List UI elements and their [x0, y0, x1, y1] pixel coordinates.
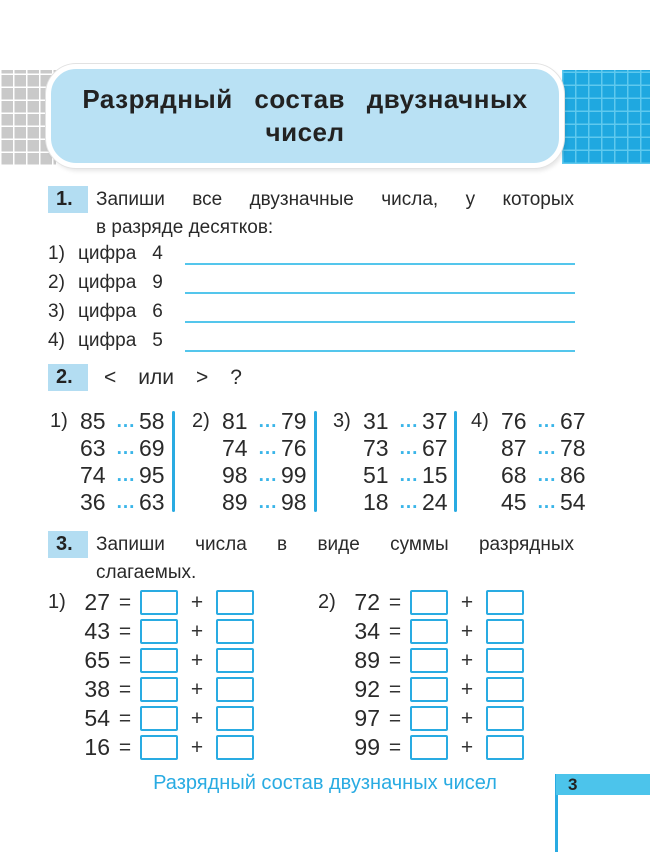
- equation-number: 34: [354, 618, 380, 644]
- answer-box[interactable]: [216, 590, 254, 615]
- comparison-pair: [333, 435, 448, 462]
- task1-instruction-line1: Запиши все двузначные числа, у которых: [96, 189, 574, 210]
- equation-number: 16: [84, 734, 110, 760]
- left-number: 51: [363, 462, 389, 488]
- task1-items: [48, 239, 575, 355]
- left-number: 68: [501, 462, 527, 488]
- task3-instruction-line1: Запиши числа в виде суммы разрядных: [96, 534, 574, 555]
- left-number: 89: [222, 489, 248, 515]
- plus-sign: +: [460, 706, 474, 730]
- ellipsis-blank[interactable]: ...: [399, 492, 419, 513]
- footer-title: Разрядный состав двузначных чисел: [153, 772, 497, 794]
- plus-sign: +: [460, 590, 474, 614]
- equation-row: [318, 733, 524, 762]
- answer-box[interactable]: [216, 619, 254, 644]
- right-number: 37: [422, 408, 448, 434]
- answer-box[interactable]: [216, 677, 254, 702]
- right-number: 24: [422, 489, 448, 515]
- plus-sign: +: [190, 619, 204, 643]
- item-digit: 4: [152, 243, 163, 264]
- comparison-pair: [471, 489, 586, 516]
- equation-number: 72: [354, 589, 380, 615]
- ellipsis-blank[interactable]: ...: [116, 465, 136, 486]
- equals-sign: =: [118, 648, 132, 672]
- left-number: 85: [80, 408, 106, 434]
- answer-box[interactable]: [216, 706, 254, 731]
- comparison-grid: [0, 408, 650, 520]
- plus-sign: +: [460, 677, 474, 701]
- answer-box[interactable]: [410, 735, 448, 760]
- task1-instruction: [96, 186, 574, 242]
- left-number: 18: [363, 489, 389, 515]
- ellipsis-blank[interactable]: ...: [258, 438, 278, 459]
- plus-sign: +: [190, 590, 204, 614]
- column-separator: [314, 411, 317, 512]
- equation-row: [318, 704, 524, 733]
- equals-sign: =: [388, 648, 402, 672]
- answer-box[interactable]: [486, 619, 524, 644]
- answer-line[interactable]: [185, 263, 575, 265]
- column-label: 1): [50, 410, 68, 432]
- left-number: 45: [501, 489, 527, 515]
- equations-column-1: [48, 588, 254, 762]
- answer-box[interactable]: [140, 706, 178, 731]
- comparison-column-2: [192, 408, 307, 516]
- right-number: 58: [139, 408, 165, 434]
- item-word: цифра: [78, 301, 137, 322]
- equals-sign: =: [118, 590, 132, 614]
- item-word: цифра: [78, 330, 137, 351]
- answer-box[interactable]: [486, 677, 524, 702]
- left-number: 98: [222, 462, 248, 488]
- lesson-title-box: [46, 64, 564, 168]
- column-separator: [172, 411, 175, 512]
- comparison-column-1: [50, 408, 165, 516]
- item-label: 4): [48, 330, 65, 351]
- task3-instruction-line2: слагаемых.: [96, 562, 197, 583]
- left-number: 74: [80, 462, 106, 488]
- digit-item: [48, 297, 575, 326]
- ellipsis-blank[interactable]: ...: [399, 411, 419, 432]
- answer-box[interactable]: [140, 590, 178, 615]
- question-mark: ?: [230, 365, 242, 389]
- plus-sign: +: [190, 735, 204, 759]
- item-word: цифра: [78, 272, 137, 293]
- equation-row: [48, 733, 254, 762]
- digit-item: [48, 239, 575, 268]
- item-label: 1): [48, 243, 65, 264]
- column-label: 2): [318, 591, 336, 613]
- page-number-tab: [556, 774, 650, 795]
- ellipsis-blank[interactable]: ...: [399, 438, 419, 459]
- answer-box[interactable]: [486, 590, 524, 615]
- right-number: 86: [560, 462, 586, 488]
- equation-number: 43: [84, 618, 110, 644]
- answer-box[interactable]: [410, 677, 448, 702]
- right-number: 54: [560, 489, 586, 515]
- answer-line[interactable]: [185, 292, 575, 294]
- ellipsis-blank[interactable]: ...: [258, 465, 278, 486]
- equation-number: 89: [354, 647, 380, 673]
- column-label: 4): [471, 410, 489, 432]
- left-number: 81: [222, 408, 248, 434]
- left-number: 63: [80, 435, 106, 461]
- lesson-title-line2: чисел: [265, 117, 345, 147]
- equals-sign: =: [388, 590, 402, 614]
- answer-box[interactable]: [410, 619, 448, 644]
- equals-sign: =: [118, 677, 132, 701]
- comparison-pair: [50, 408, 165, 435]
- equation-row: [48, 675, 254, 704]
- answer-box[interactable]: [486, 706, 524, 731]
- left-number: 76: [501, 408, 527, 434]
- answer-box[interactable]: [486, 735, 524, 760]
- equation-row: [48, 617, 254, 646]
- item-digit: 5: [152, 330, 163, 351]
- comparison-pair: [333, 408, 448, 435]
- task1-instruction-line2: в разряде десятков:: [96, 217, 274, 238]
- answer-box[interactable]: [216, 735, 254, 760]
- equals-sign: =: [118, 619, 132, 643]
- comparison-column-3: [333, 408, 448, 516]
- digit-item: [48, 268, 575, 297]
- right-number: 78: [560, 435, 586, 461]
- ellipsis-blank[interactable]: ...: [537, 411, 557, 432]
- comparison-pair: [192, 408, 307, 435]
- or-word: или: [138, 365, 174, 389]
- equations-column-2: [318, 588, 524, 762]
- ellipsis-blank[interactable]: ...: [537, 492, 557, 513]
- task1-badge: 1.: [48, 186, 88, 213]
- answer-line[interactable]: [185, 321, 575, 323]
- answer-box[interactable]: [140, 677, 178, 702]
- comparison-pair: [50, 435, 165, 462]
- comparison-column-4: [471, 408, 586, 516]
- comparison-pair: [471, 435, 586, 462]
- ellipsis-blank[interactable]: ...: [116, 438, 136, 459]
- equation-number: 27: [84, 589, 110, 615]
- greater-than-sign: >: [195, 365, 209, 389]
- left-number: 87: [501, 435, 527, 461]
- equation-row: [48, 588, 254, 617]
- plus-sign: +: [190, 706, 204, 730]
- right-number: 63: [139, 489, 165, 515]
- equation-row: [318, 617, 524, 646]
- comparison-pair: [192, 435, 307, 462]
- answer-box[interactable]: [216, 648, 254, 673]
- comparison-pair: [333, 462, 448, 489]
- item-label: 3): [48, 301, 65, 322]
- ellipsis-blank[interactable]: ...: [537, 438, 557, 459]
- answer-box[interactable]: [410, 706, 448, 731]
- column-label: 3): [333, 410, 351, 432]
- equation-number: 92: [354, 676, 380, 702]
- right-number: 99: [281, 462, 307, 488]
- left-number: 31: [363, 408, 389, 434]
- comparison-pair: [192, 462, 307, 489]
- corner-grid-blue: [562, 70, 650, 164]
- equation-number: 99: [354, 734, 380, 760]
- equation-row: [318, 675, 524, 704]
- right-number: 69: [139, 435, 165, 461]
- equation-number: 54: [84, 705, 110, 731]
- plus-sign: +: [190, 677, 204, 701]
- equals-sign: =: [118, 735, 132, 759]
- left-number: 73: [363, 435, 389, 461]
- comparison-pair: [50, 489, 165, 516]
- item-digit: 6: [152, 301, 163, 322]
- equation-row: [318, 588, 524, 617]
- equals-sign: =: [388, 619, 402, 643]
- right-number: 95: [139, 462, 165, 488]
- equation-number: 65: [84, 647, 110, 673]
- answer-box[interactable]: [486, 648, 524, 673]
- answer-box[interactable]: [140, 648, 178, 673]
- ellipsis-blank[interactable]: ...: [116, 492, 136, 513]
- equals-sign: =: [388, 706, 402, 730]
- page-number: 3: [568, 775, 578, 794]
- column-separator: [454, 411, 457, 512]
- comparison-pair: [333, 489, 448, 516]
- left-number: 74: [222, 435, 248, 461]
- right-number: 98: [281, 489, 307, 515]
- task3-instruction: [96, 531, 574, 587]
- plus-sign: +: [460, 735, 474, 759]
- right-number: 76: [281, 435, 307, 461]
- comparison-pair: [192, 489, 307, 516]
- ellipsis-blank[interactable]: ...: [258, 411, 278, 432]
- comparison-prompt: [104, 364, 264, 391]
- answer-box[interactable]: [410, 648, 448, 673]
- comparison-pair: [471, 462, 586, 489]
- item-word: цифра: [78, 243, 137, 264]
- equals-sign: =: [388, 735, 402, 759]
- ellipsis-blank[interactable]: ...: [116, 411, 136, 432]
- ellipsis-blank[interactable]: ...: [258, 492, 278, 513]
- plus-sign: +: [190, 648, 204, 672]
- plus-sign: +: [460, 619, 474, 643]
- answer-box[interactable]: [140, 735, 178, 760]
- comparison-pair: [471, 408, 586, 435]
- column-label: 1): [48, 591, 66, 613]
- plus-sign: +: [460, 648, 474, 672]
- comparison-pair: [50, 462, 165, 489]
- item-digit: 9: [152, 272, 163, 293]
- equals-sign: =: [118, 706, 132, 730]
- item-label: 2): [48, 272, 65, 293]
- equation-number: 38: [84, 676, 110, 702]
- ellipsis-blank[interactable]: ...: [537, 465, 557, 486]
- right-number: 79: [281, 408, 307, 434]
- digit-item: [48, 326, 575, 355]
- task2-badge: 2.: [48, 364, 88, 391]
- answer-line[interactable]: [185, 350, 575, 352]
- right-number: 67: [422, 435, 448, 461]
- equals-sign: =: [388, 677, 402, 701]
- answer-box[interactable]: [410, 590, 448, 615]
- task3-badge: 3.: [48, 531, 88, 558]
- right-number: 15: [422, 462, 448, 488]
- left-number: 36: [80, 489, 106, 515]
- equation-row: [48, 704, 254, 733]
- right-number: 67: [560, 408, 586, 434]
- lesson-title-line1: Разрядный состав двузначных: [82, 84, 528, 114]
- ellipsis-blank[interactable]: ...: [399, 465, 419, 486]
- answer-box[interactable]: [140, 619, 178, 644]
- equation-number: 97: [354, 705, 380, 731]
- less-than-sign: <: [104, 365, 117, 389]
- equation-row: [48, 646, 254, 675]
- equation-row: [318, 646, 524, 675]
- column-label: 2): [192, 410, 210, 432]
